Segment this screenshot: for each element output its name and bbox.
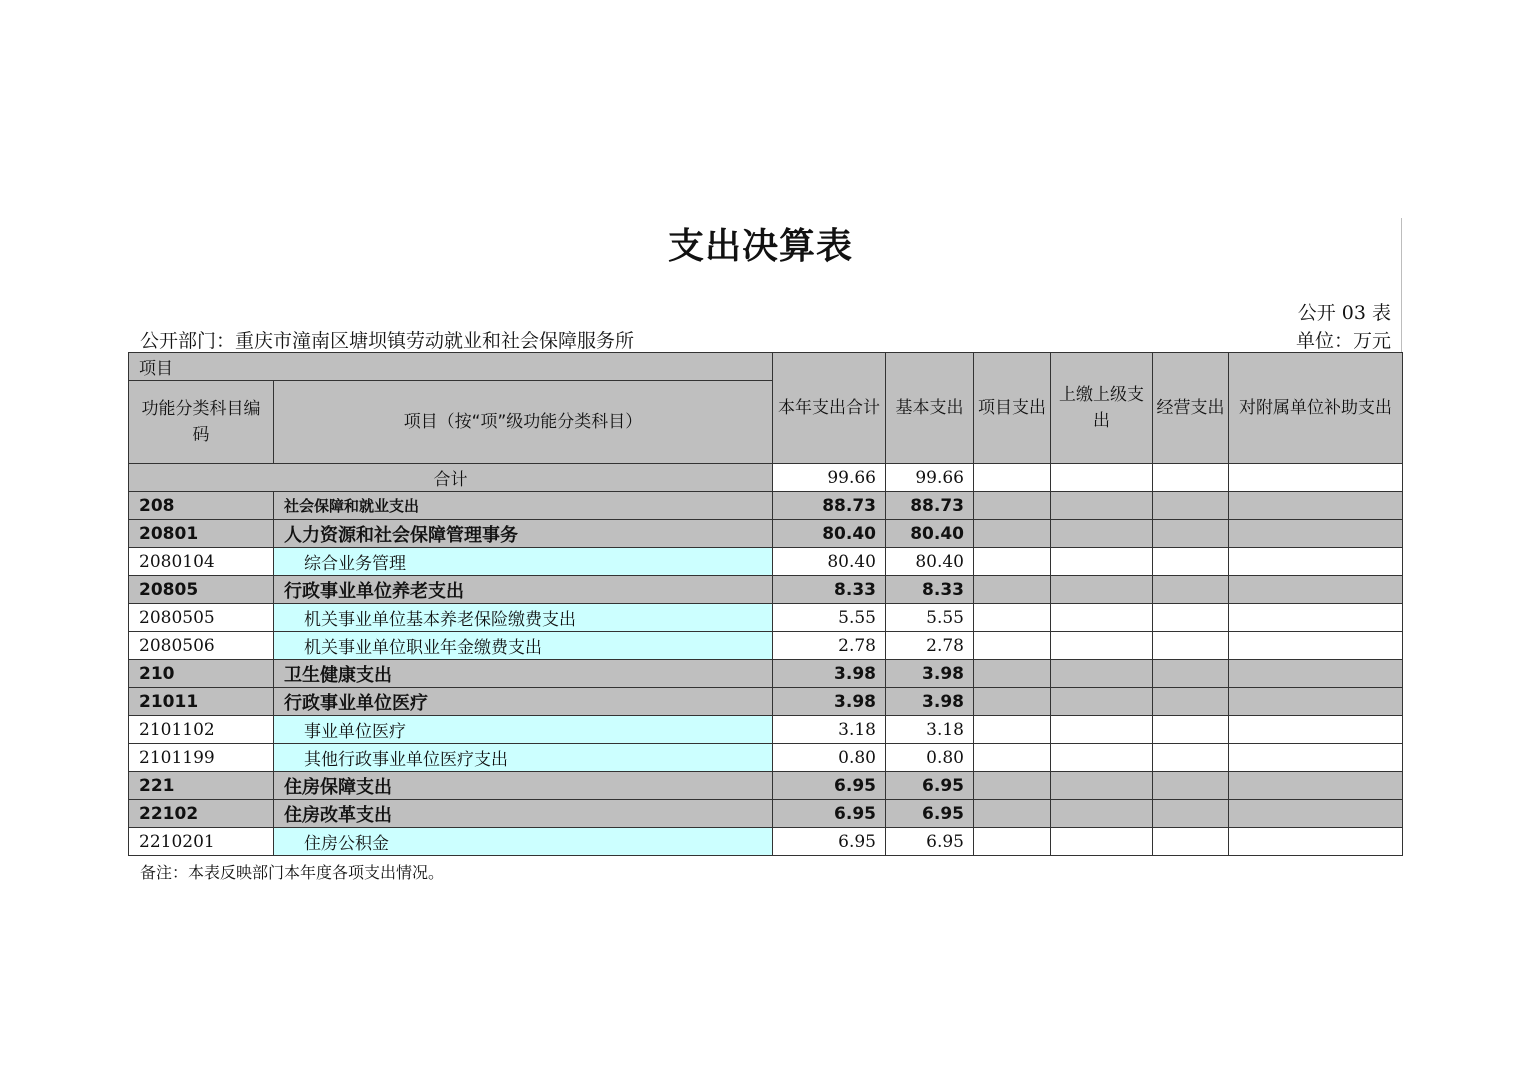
- row-total: 3.98: [773, 660, 886, 688]
- row-code: 208: [129, 492, 274, 520]
- row-code: 22102: [129, 800, 274, 828]
- page-title: 支出决算表: [667, 226, 853, 267]
- row-total: 8.33: [773, 576, 886, 604]
- row-basic: 80.40: [886, 548, 974, 576]
- row-name: 机关事业单位基本养老保险缴费支出: [274, 604, 773, 632]
- row-basic: 0.80: [886, 744, 974, 772]
- expenditure-table: [128, 352, 1403, 856]
- table-row: [129, 520, 1403, 548]
- row-basic: 3.98: [886, 688, 974, 716]
- row-total: 88.73: [773, 492, 886, 520]
- department-label: 公开部门：重庆市潼南区塘坝镇劳动就业和社会保障服务所: [140, 330, 635, 352]
- row-total: 3.98: [773, 688, 886, 716]
- table-row: [129, 660, 1403, 688]
- row-code: 20805: [129, 576, 274, 604]
- row-total: 6.95: [773, 828, 886, 856]
- header-name: 项目（按“项”级功能分类科目）: [274, 381, 773, 464]
- row-total: 3.18: [773, 716, 886, 744]
- row-name: 其他行政事业单位医疗支出: [274, 744, 773, 772]
- row-name: 住房保障支出: [274, 772, 773, 800]
- row-name: 社会保障和就业支出: [274, 492, 773, 520]
- table-row: [129, 828, 1403, 856]
- row-name: 人力资源和社会保障管理事务: [274, 520, 773, 548]
- header-code: 功能分类科目编码: [129, 381, 274, 464]
- table-row: [129, 800, 1403, 828]
- row-code: 2210201: [129, 828, 274, 856]
- row-code: 21011: [129, 688, 274, 716]
- table-row: [129, 492, 1403, 520]
- row-name: 卫生健康支出: [274, 660, 773, 688]
- total-value: 99.66: [773, 464, 886, 492]
- row-code: 20801: [129, 520, 274, 548]
- row-name: 行政事业单位医疗: [274, 688, 773, 716]
- total-label: 合计: [129, 464, 773, 492]
- row-name: 机关事业单位职业年金缴费支出: [274, 632, 773, 660]
- footnote: 备注：本表反映部门本年度各项支出情况。: [140, 863, 445, 882]
- row-name: 事业单位医疗: [274, 716, 773, 744]
- row-code: 2101102: [129, 716, 274, 744]
- total-row: [129, 464, 1403, 492]
- row-basic: 3.18: [886, 716, 974, 744]
- row-code: 2101199: [129, 744, 274, 772]
- row-basic: 6.95: [886, 772, 974, 800]
- row-code: 2080104: [129, 548, 274, 576]
- row-code: 221: [129, 772, 274, 800]
- row-total: 0.80: [773, 744, 886, 772]
- row-name: 行政事业单位养老支出: [274, 576, 773, 604]
- row-basic: 3.98: [886, 660, 974, 688]
- row-total: 80.40: [773, 548, 886, 576]
- row-total: 5.55: [773, 604, 886, 632]
- row-total: 6.95: [773, 800, 886, 828]
- row-name: 住房公积金: [274, 828, 773, 856]
- row-basic: 88.73: [886, 492, 974, 520]
- row-basic: 2.78: [886, 632, 974, 660]
- row-basic: 5.55: [886, 604, 974, 632]
- row-basic: 6.95: [886, 800, 974, 828]
- row-code: 2080505: [129, 604, 274, 632]
- row-total: 80.40: [773, 520, 886, 548]
- table-row: [129, 604, 1403, 632]
- header-upper: 上缴上级支出: [1051, 353, 1153, 464]
- header-total: 本年支出合计: [773, 353, 886, 464]
- header-project: 项目: [129, 353, 773, 381]
- row-basic: 6.95: [886, 828, 974, 856]
- row-basic: 8.33: [886, 576, 974, 604]
- table-row: [129, 576, 1403, 604]
- table-row: [129, 716, 1403, 744]
- table-row: [129, 688, 1403, 716]
- row-name: 综合业务管理: [274, 548, 773, 576]
- row-code: 2080506: [129, 632, 274, 660]
- header-subsidy: 对附属单位补助支出: [1229, 353, 1403, 464]
- row-total: 2.78: [773, 632, 886, 660]
- table-row: [129, 548, 1403, 576]
- row-code: 210: [129, 660, 274, 688]
- row-total: 6.95: [773, 772, 886, 800]
- header-basic: 基本支出: [886, 353, 974, 464]
- header-business: 经营支出: [1153, 353, 1229, 464]
- total-basic: 99.66: [886, 464, 974, 492]
- unit-label: 单位：万元: [1295, 330, 1391, 352]
- table-row: [129, 632, 1403, 660]
- form-number: 公开 03 表: [1297, 302, 1391, 324]
- row-basic: 80.40: [886, 520, 974, 548]
- header-project-expense: 项目支出: [974, 353, 1051, 464]
- table-row: [129, 772, 1403, 800]
- row-name: 住房改革支出: [274, 800, 773, 828]
- table-row: [129, 744, 1403, 772]
